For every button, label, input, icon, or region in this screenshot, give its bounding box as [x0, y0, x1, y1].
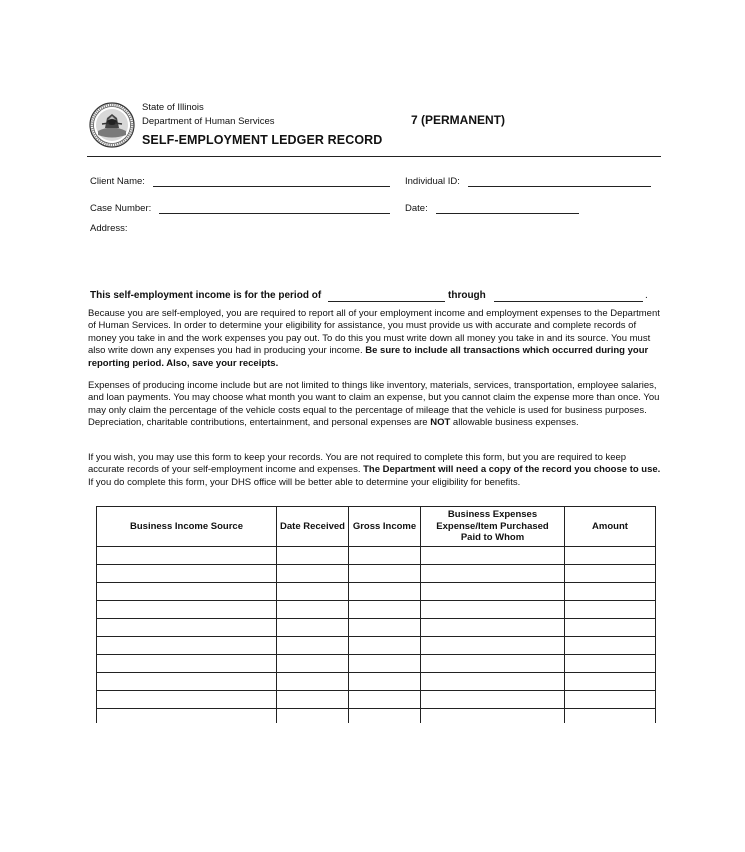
amount-cell[interactable]	[565, 637, 656, 655]
individual-id-label: Individual ID:	[405, 176, 460, 187]
expense-cell[interactable]	[421, 583, 565, 601]
header-divider	[87, 156, 661, 157]
individual-id-field[interactable]	[468, 186, 651, 187]
gross-income-cell[interactable]	[349, 655, 421, 673]
date-received-cell[interactable]	[277, 709, 349, 723]
income-source-cell[interactable]	[97, 637, 277, 655]
gross-income-cell[interactable]	[349, 619, 421, 637]
col-header-gross-income: Gross Income	[349, 507, 421, 547]
period-end-dot: .	[645, 290, 648, 301]
instructions-paragraph-1: Because you are self-employed, you are required to report all of your employment income and employment expenses to the Department of Human Services. In order to determine your eligibility for assistance, you must provide us with accurate and complete records of money you take in and the work expenses you pay out. To do this you must write down all money you take in and its source. You must also write down any expenses you had in producing your income. Be sure to include all transactions which occurred during your reporting period. Also, save your receipts.	[88, 308, 660, 369]
period-label: This self-employment income is for the period of	[90, 290, 322, 301]
amount-cell[interactable]	[565, 601, 656, 619]
col-header-amount: Amount	[565, 507, 656, 547]
client-name-label: Client Name:	[90, 176, 145, 187]
expense-cell[interactable]	[421, 601, 565, 619]
income-source-cell[interactable]	[97, 565, 277, 583]
table-row	[97, 709, 656, 723]
gross-income-cell[interactable]	[349, 709, 421, 723]
amount-cell[interactable]	[565, 547, 656, 565]
income-source-cell[interactable]	[97, 583, 277, 601]
expense-cell[interactable]	[421, 691, 565, 709]
table-row	[97, 673, 656, 691]
instructions-paragraph-3: If you wish, you may use this form to keep your records. You are not required to complete this form, but you are required to keep accurate records of your self-employment income and expenses. The Department will need a copy of the record you choose to use. If you do complete this form, your DHS office will be better able to determine your eligibility for benefits.	[88, 452, 661, 488]
income-source-cell[interactable]	[97, 619, 277, 637]
date-received-cell[interactable]	[277, 601, 349, 619]
period-end-field[interactable]	[494, 301, 643, 302]
date-field[interactable]	[436, 213, 579, 214]
instructions-paragraph-2: Expenses of producing income include but are not limited to things like inventory, materials, services, transportation, employee salaries, and loan payments. You may choose what month you want to claim an expense, but you cannot claim the expense more than once. You may only claim the percentage of the vehicle costs equal to the percentage of mileage that the vehicle is used for business purposes. Depreciation, charitable contributions, entertainment, and personal expenses are NOT allowable business expenses.	[88, 380, 660, 429]
amount-cell[interactable]	[565, 709, 656, 723]
amount-cell[interactable]	[565, 673, 656, 691]
gross-income-cell[interactable]	[349, 547, 421, 565]
date-received-cell[interactable]	[277, 583, 349, 601]
address-field[interactable]	[140, 223, 660, 273]
income-source-cell[interactable]	[97, 709, 277, 723]
income-source-cell[interactable]	[97, 673, 277, 691]
col-header-income-source: Business Income Source	[97, 507, 277, 547]
table-row	[97, 619, 656, 637]
income-source-cell[interactable]	[97, 601, 277, 619]
amount-cell[interactable]	[565, 691, 656, 709]
date-received-cell[interactable]	[277, 655, 349, 673]
gross-income-cell[interactable]	[349, 637, 421, 655]
expense-cell[interactable]	[421, 619, 565, 637]
amount-cell[interactable]	[565, 619, 656, 637]
gross-income-cell[interactable]	[349, 601, 421, 619]
date-received-cell[interactable]	[277, 619, 349, 637]
col-header-expenses-line-2: Expense/Item Purchased	[436, 520, 549, 532]
expense-cell[interactable]	[421, 637, 565, 655]
amount-cell[interactable]	[565, 565, 656, 583]
col-header-expenses-line-3: Paid to Whom	[460, 532, 525, 544]
amount-cell[interactable]	[565, 655, 656, 673]
form-title: SELF-EMPLOYMENT LEDGER RECORD	[142, 133, 383, 147]
ledger-header-row	[97, 507, 656, 547]
table-row	[97, 601, 656, 619]
gross-income-cell[interactable]	[349, 673, 421, 691]
case-number-field[interactable]	[159, 213, 390, 214]
through-label: through	[448, 290, 486, 301]
date-received-cell[interactable]	[277, 691, 349, 709]
expense-cell[interactable]	[421, 547, 565, 565]
date-received-cell[interactable]	[277, 547, 349, 565]
expense-cell[interactable]	[421, 565, 565, 583]
expense-cell[interactable]	[421, 709, 565, 723]
income-source-cell[interactable]	[97, 655, 277, 673]
expense-cell[interactable]	[421, 673, 565, 691]
table-row	[97, 655, 656, 673]
table-row	[97, 565, 656, 583]
table-row	[97, 583, 656, 601]
date-received-cell[interactable]	[277, 637, 349, 655]
income-source-cell[interactable]	[97, 691, 277, 709]
date-received-cell[interactable]	[277, 673, 349, 691]
table-row	[97, 637, 656, 655]
gross-income-cell[interactable]	[349, 583, 421, 601]
date-label: Date:	[405, 203, 428, 214]
ledger-table	[96, 506, 656, 723]
department-name: Department of Human Services	[142, 116, 275, 127]
case-number-label: Case Number:	[90, 203, 152, 214]
expense-cell[interactable]	[421, 655, 565, 673]
col-header-date-received: Date Received	[277, 507, 349, 547]
col-header-expenses-line-1: Business Expenses	[447, 509, 538, 521]
address-label: Address:	[90, 223, 128, 234]
state-name: State of Illinois	[142, 102, 204, 113]
amount-cell[interactable]	[565, 583, 656, 601]
gross-income-cell[interactable]	[349, 691, 421, 709]
table-row	[97, 691, 656, 709]
client-name-field[interactable]	[153, 186, 390, 187]
date-received-cell[interactable]	[277, 565, 349, 583]
form-number: 7 (PERMANENT)	[411, 113, 506, 127]
state-seal-icon	[89, 102, 135, 148]
col-header-business-expenses	[421, 507, 565, 547]
gross-income-cell[interactable]	[349, 565, 421, 583]
income-source-cell[interactable]	[97, 547, 277, 565]
period-start-field[interactable]	[328, 301, 445, 302]
table-row	[97, 547, 656, 565]
